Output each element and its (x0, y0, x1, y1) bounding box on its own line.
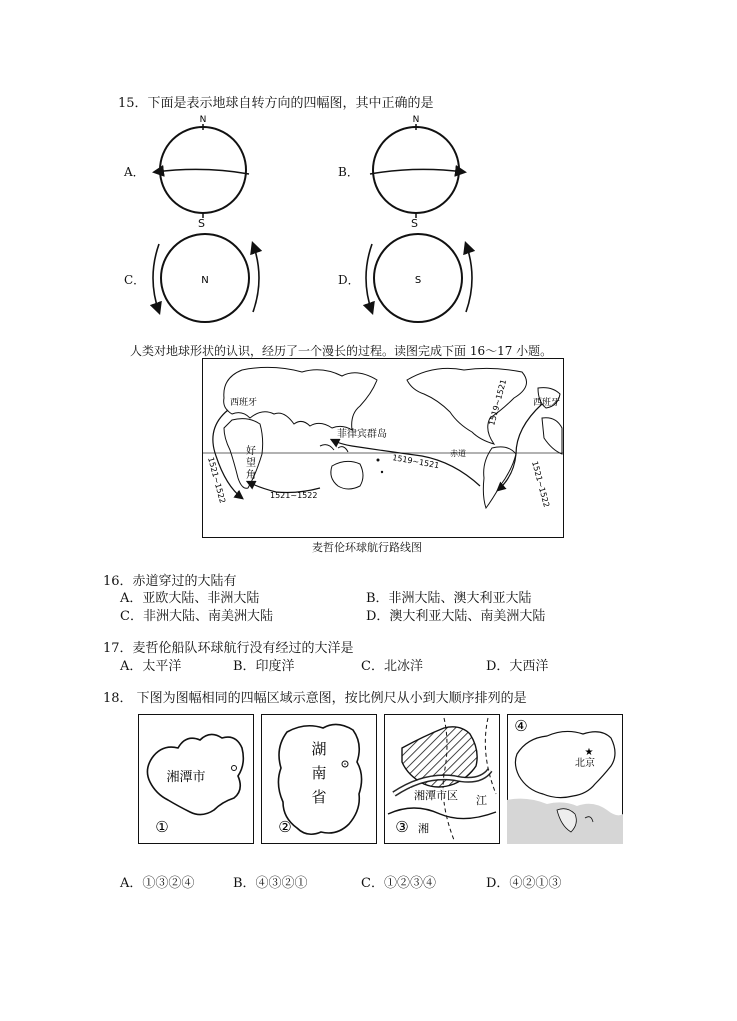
north-label: N (412, 115, 420, 125)
q17-option-b[interactable]: B．印度洋 (233, 659, 295, 674)
spain-right-label: 西班牙 (533, 398, 561, 408)
map4-number: ④ (514, 717, 528, 735)
q18-map-2 (261, 714, 377, 844)
year-label-2: 1521~1522 (270, 491, 318, 500)
q18-map-1 (138, 714, 254, 844)
cape-label-1: 好 (246, 446, 256, 457)
q18-option-d[interactable]: D．④②①③ (486, 876, 562, 891)
map2-name-1: 湖 (311, 740, 327, 758)
spain-left-label: 西班牙 (230, 398, 258, 408)
q15-stem: 15．下面是表示地球自转方向的四幅图，其中正确的是 (118, 96, 434, 111)
q15-globe-b (358, 108, 478, 223)
q16-option-b[interactable]: B．非洲大陆、澳大利亚大陆 (366, 591, 532, 606)
year-label-4: 1519~1521 (487, 378, 509, 427)
beijing-star-icon: ★ (584, 747, 594, 758)
q15-option-a-label: A． (124, 165, 145, 179)
cape-label-3: 角 (246, 470, 256, 481)
map3-river-jiang: 江 (476, 794, 487, 807)
q18-map-4 (507, 714, 623, 844)
magellan-route-map (202, 358, 564, 538)
q18-option-c[interactable]: C．①②③④ (361, 876, 436, 891)
q15-south-label-b: S (411, 217, 418, 230)
q16-option-a[interactable]: A．亚欧大陆、非洲大陆 (120, 591, 260, 606)
map3-name: 湘潭市区 (414, 789, 458, 802)
q15-globe-a (145, 108, 265, 223)
q16-option-c[interactable]: C．非洲大陆、南美洲大陆 (120, 609, 273, 624)
q17-option-a[interactable]: A．太平洋 (120, 659, 182, 674)
q15-south-label-a: S (198, 217, 205, 230)
q17-stem: 17．麦哲伦船队环球航行没有经过的大洋是 (103, 641, 354, 656)
q16-option-d[interactable]: D．澳大利亚大陆、南美洲大陆 (366, 609, 546, 624)
south-pole-label: S (414, 275, 422, 286)
q18-map-3 (384, 714, 500, 844)
q15-globe-d (358, 230, 483, 330)
equator-label: 赤道 (450, 449, 466, 458)
q18-stem: 18． 下图为图幅相同的四幅区域示意图，按比例尺从小到大顺序排列的是 (103, 691, 527, 706)
q17-option-d[interactable]: D．大西洋 (486, 659, 549, 674)
q15-globe-c (145, 230, 270, 330)
north-pole-label: N (201, 275, 209, 286)
map2-name-2: 南 (311, 764, 327, 782)
q15-option-d-label: D． (338, 273, 360, 287)
q17-option-c[interactable]: C．北冰洋 (361, 659, 423, 674)
philippines-label: 菲律宾群岛 (337, 429, 387, 440)
intro-text: 人类对地球形状的认识，经历了一个漫长的过程。读图完成下面 16～17 小题。 (130, 344, 553, 358)
map2-name-3: 省 (311, 788, 327, 806)
year-label-1: 1521~1522 (206, 456, 228, 505)
map3-river-xiang: 湘 (418, 822, 429, 835)
map4-city: 北京 (575, 758, 595, 769)
year-label-6: 1521~1522 (530, 460, 552, 509)
q18-option-a[interactable]: A．①③②④ (120, 876, 195, 891)
map2-number: ② (278, 818, 292, 836)
cape-label-2: 望 (246, 458, 256, 469)
map1-name: 湘潭市 (166, 770, 206, 785)
map1-number: ① (155, 818, 169, 836)
q15-option-c-label: C． (124, 273, 146, 287)
map3-number: ③ (395, 818, 409, 836)
north-label: N (199, 115, 207, 125)
q15-option-b-label: B． (338, 165, 359, 179)
q18-option-b[interactable]: B．④③②① (233, 876, 308, 891)
q16-stem: 16．赤道穿过的大陆有 (103, 574, 237, 589)
year-label-3: 1519~1521 (391, 453, 440, 471)
map-caption: 麦哲伦环球航行路线图 (312, 541, 422, 554)
